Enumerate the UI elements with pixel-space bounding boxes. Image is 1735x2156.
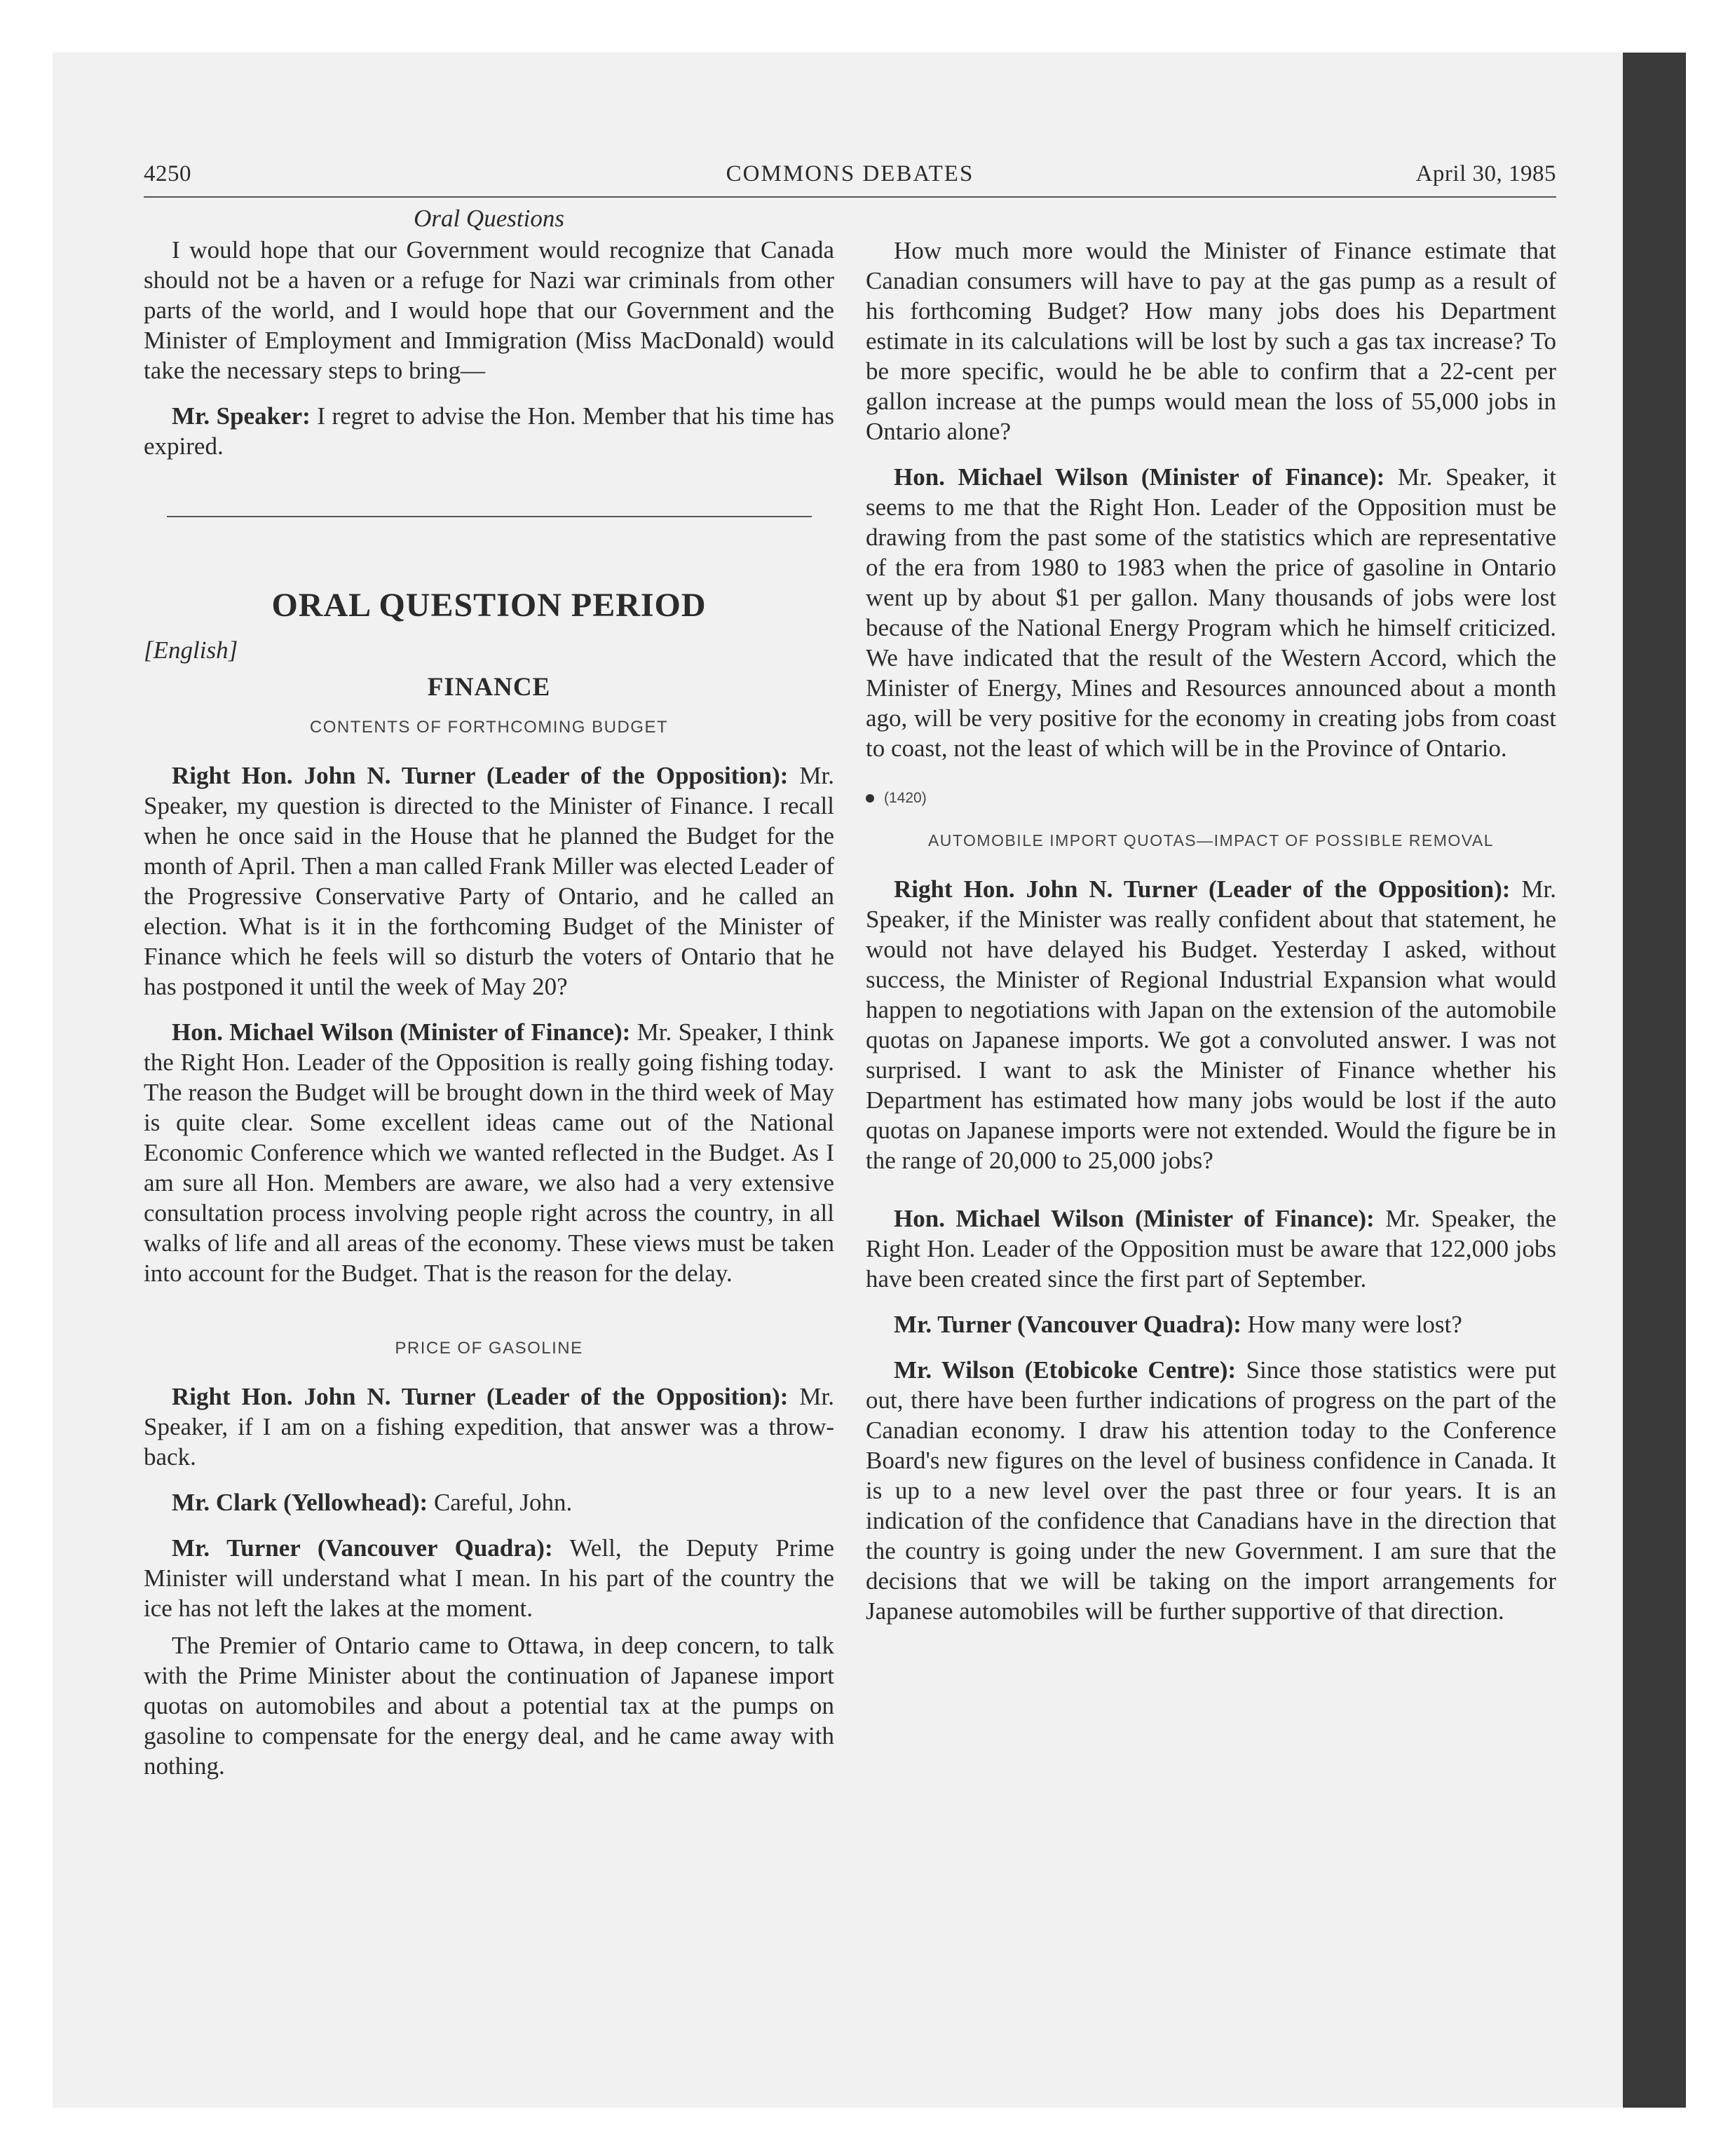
paragraph <box>866 1355 1556 1626</box>
paragraph <box>144 760 834 1002</box>
paragraph: The Premier of Ontario came to Ottawa, in deep concern, to talk with the Prime Minister about the continuation of Japanese import quotas on automobiles and about a potential tax at the pumps on gasoline to compensate for the energy deal, and he came away with nothing. <box>144 1632 834 1780</box>
page-header <box>144 161 1556 198</box>
subtopic-heading: CONTENTS OF FORTHCOMING BUDGET <box>309 718 669 737</box>
speaker-name: Right Hon. John N. Turner (Leader of the Opposition): <box>172 1383 789 1410</box>
topic-heading: FINANCE <box>427 673 551 702</box>
speech-text: Mr. Speaker, if the Minister was really confident about that statement, he would not have delayed his Budget. Yesterday I asked, without success, the Minister of Regional Industrial Expansion what would happen to negotiations with Japan on the extension of the automobile quotas on Japanese imports. We got a convoluted answer. I was not surprised. I want to ask the Minister of Finance whether his Department has estimated how many jobs would be lost if the auto quotas on Japanese imports were not extended. Would the figure be in the range of 20,000 to 25,000 jobs? <box>866 875 1556 1174</box>
left-column <box>144 203 834 1928</box>
paragraph <box>866 462 1556 763</box>
time-marker-text: (1420) <box>884 790 927 806</box>
speech-text: I regret to advise the Hon. Member that his time has expired. <box>144 402 834 460</box>
speech-text: Mr. Speaker, if I am on a fishing expedition, that answer was a throw-back. <box>144 1383 834 1471</box>
paragraph <box>144 1487 834 1517</box>
column-subheading: Oral Questions <box>414 205 564 232</box>
speech-text: Careful, John. <box>428 1489 573 1516</box>
scan-edge-shadow <box>1623 53 1686 2108</box>
page-date: April 30, 1985 <box>1415 161 1556 186</box>
publication-title: COMMONS DEBATES <box>726 161 974 186</box>
paragraph <box>144 1017 834 1288</box>
speaker-name: Mr. Wilson (Etobicoke Centre): <box>894 1356 1237 1384</box>
speech-text: Mr. Speaker, the Right Hon. Leader of the Opposition must be aware that 122,000 jobs have been created since the first part of September. <box>866 1205 1556 1292</box>
speaker-name: Right Hon. John N. Turner (Leader of the Opposition): <box>172 762 789 789</box>
paragraph <box>866 874 1556 1175</box>
subtopic-heading: AUTOMOBILE IMPORT QUOTAS—IMPACT OF POSSIBLE REMOVAL <box>927 831 1495 850</box>
right-column <box>866 203 1556 1928</box>
paragraph <box>144 401 834 461</box>
speaker-name: Hon. Michael Wilson (Minister of Finance): <box>894 463 1385 491</box>
paragraph <box>144 1381 834 1472</box>
paragraph: How much more would the Minister of Finance estimate that Canadian consumers will have to pay at the gas pump as a result of his forthcoming Budget? How many jobs does his Department estimate in its calculations will be lost by such a gas tax increase? To be more specific, would he be able to confirm that a 22-cent per gallon increase at the pumps would mean the loss of 55,000 jobs in Ontario alone? <box>866 237 1556 445</box>
speech-text: Mr. Speaker, my question is directed to the Minister of Finance. I recall when he once said in the House that he planned the Budget for the month of April. Then a man called Frank Miller was elected Leader of the Progressive Conservative Party of Ontario, and he called an election. What is it in the forthcoming Budget of the Minister of Finance which he feels will so disturb the voters of Ontario that he has postponed it until the week of May 20? <box>144 762 834 1000</box>
paragraph <box>866 1309 1556 1339</box>
language-marker: [English] <box>144 636 238 664</box>
speaker-name: Mr. Turner (Vancouver Quadra): <box>894 1311 1241 1338</box>
speech-text: How many were lost? <box>1241 1311 1462 1338</box>
speaker-name: Right Hon. John N. Turner (Leader of the Opposition): <box>894 875 1511 903</box>
subtopic-heading: PRICE OF GASOLINE <box>395 1339 583 1358</box>
section-divider <box>167 516 812 517</box>
speech-text: Since those statistics were put out, there have been further indications of progress on the part of the Canadian economy. I draw his attention today to the Conference Board's new figures on the level of business confidence in Canada. It is up to a new level over the past three or four years. It is an indication of the confidence that Canadians have in the direction that the country is going under the new Government. I am sure that the decisions that we will be taking on the import arrangements for Japanese automobiles will be further supportive of that direction. <box>866 1356 1557 1625</box>
speech-text: Mr. Speaker, it seems to me that the Right Hon. Leader of the Opposition must be drawing from the past some of the statistics which are representative of the era from 1980 to 1983 when the price of gasoline in Ontario went up by about $1 per gallon. Many thousands of jobs were lost because of the National Energy Program which he himself criticized. We have indicated that the result of the Western Accord, which the Minister of Energy, Mines and Resources announced about a month ago, will be very positive for the economy in creating jobs from coast to coast, not the least of which will be in the Province of Ontario. <box>866 463 1556 762</box>
time-marker <box>866 783 1556 813</box>
bullet-icon <box>866 794 874 803</box>
speech-text: Mr. Speaker, I think the Right Hon. Leader of the Opposition is really going fishing today. The reason the Budget will be brought down in the third week of May is quite clear. Some excellent ideas came out of the National Economic Conference which we wanted reflected in the Budget. As I am sure all Hon. Members are aware, we also had a very extensive consultation process involving people right across the country, in all walks of life and all areas of the economy. These views must be taken into account for the Budget. That is the reason for the delay. <box>144 1018 834 1287</box>
speaker-name: Hon. Michael Wilson (Minister of Finance): <box>894 1205 1375 1232</box>
paragraph <box>144 1533 834 1623</box>
speaker-name: Mr. Turner (Vancouver Quadra): <box>172 1534 553 1562</box>
paragraph <box>866 1203 1556 1294</box>
speaker-name: Mr. Speaker: <box>172 402 311 430</box>
speaker-name: Hon. Michael Wilson (Minister of Finance): <box>172 1018 631 1046</box>
speech-text: Well, the Deputy Prime Minister will understand what I mean. In his part of the country the ice has not left the lakes at the moment. <box>144 1534 834 1622</box>
paragraph: I would hope that our Government would recognize that Canada should not be a haven or a refuge for Nazi war criminals from other parts of the world, and I would hope that our Government and the Minister of Employment and Immigration (Miss MacDonald) would take the necessary steps to bring— <box>144 236 834 384</box>
speaker-name: Mr. Clark (Yellowhead): <box>172 1489 428 1516</box>
page-number: 4250 <box>144 161 191 186</box>
section-title: ORAL QUESTION PERIOD <box>271 587 707 624</box>
